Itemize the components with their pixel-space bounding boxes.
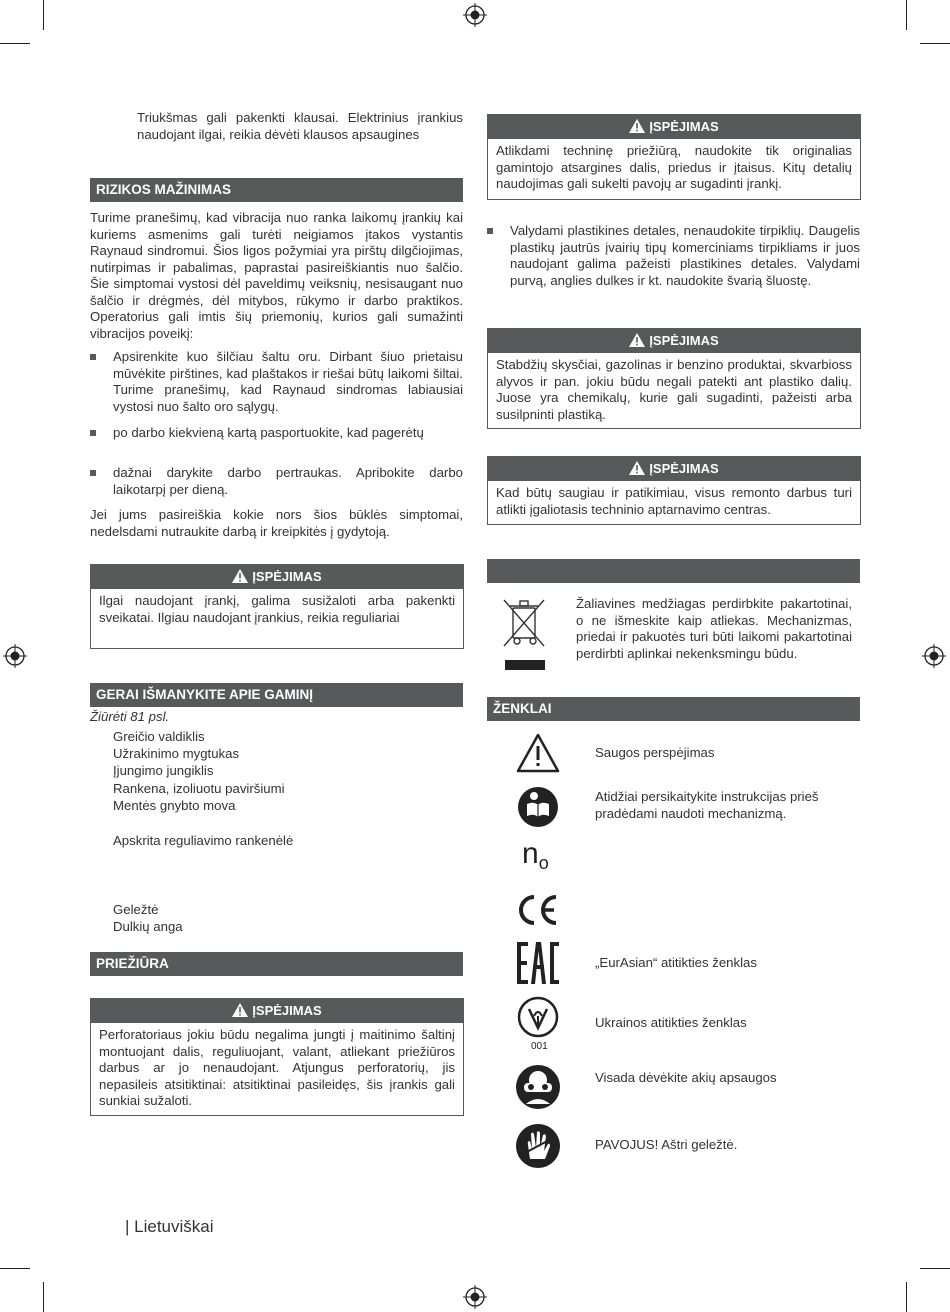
- warning-box: [90, 998, 464, 1116]
- crop-mark: [43, 1282, 44, 1312]
- bullet-text: po darbo kiekvieną kartą pasportuokite, kad pagerėtų: [113, 425, 424, 440]
- warning-label: ĮSPĖJIMAS: [649, 461, 719, 476]
- registration-mark-icon: [463, 3, 487, 27]
- warning-triangle-icon: [629, 461, 645, 475]
- warning-box: [487, 328, 861, 429]
- warning-header: [488, 457, 860, 481]
- warning-label: ĮSPĖJIMAS: [649, 119, 719, 134]
- symbol-label: „EurAsian“ atitikties ženklas: [595, 955, 757, 970]
- warning-header: [91, 999, 463, 1023]
- recycling-text: Žaliavines medžiagas perdirbkite pakartotinai, o ne išmeskite kaip atliekas. Mechanizmas, priedai ir pakuotės turi būti laikomi pakartotinai perdirbti aplinkai nekenksmingu būdu.: [576, 596, 852, 661]
- read-manual-icon: [517, 786, 559, 828]
- warning-label: ĮSPĖJIMAS: [252, 569, 322, 584]
- warning-box: [90, 564, 464, 649]
- warning-header: [488, 115, 860, 139]
- crossed-bin-icon: [500, 596, 550, 672]
- crop-mark: [0, 1268, 30, 1269]
- footer-language: | Lietuviškai: [125, 1217, 214, 1236]
- part-item: Geležtė: [113, 902, 159, 917]
- ukraine-code: 001: [531, 1041, 548, 1052]
- bullet-square: [487, 228, 493, 234]
- bullet-square: [90, 354, 96, 360]
- list-item: [90, 425, 463, 442]
- part-item: Greičio valdiklis: [113, 729, 205, 744]
- no-load-speed-icon: [522, 838, 549, 879]
- warning-header: [488, 329, 860, 353]
- warning-triangle-icon: [629, 333, 645, 347]
- part-item: Įjungimo jungiklis: [113, 763, 214, 778]
- warning-text: Stabdžių skysčiai, gazolinas ir benzino produktai, skvarbioss alyvos ir pan. jokiu būdu negali patekti ant plastiko dalių. Juose yra chemikalų, kurie gali sugadinti, pažeisti arba susilpninti plastiką.: [496, 357, 852, 422]
- warning-label: ĮSPĖJIMAS: [649, 333, 719, 348]
- maintenance-section-title: PRIEŽIŪRA: [90, 952, 463, 976]
- registration-mark-icon: [463, 1285, 487, 1309]
- bullet-square: [90, 470, 96, 476]
- symbol-label: PAVOJUS! Aštri geležtė.: [595, 1137, 738, 1152]
- warning-box: [487, 114, 861, 200]
- bullet-text: dažnai darykite darbo pertraukas. Apribokite darbo laikotarpį per dieną.: [113, 465, 463, 497]
- warning-text: Ilgai naudojant įrankį, galima susižaloti arba pakenkti sveikatai. Ilgiau naudojant įrankius, reikia reguliariai: [99, 593, 455, 625]
- eye-protection-icon: [515, 1064, 561, 1110]
- recycling-section-bar: [487, 559, 860, 583]
- symbols-section-title: ŽENKLAI: [487, 697, 860, 721]
- list-item: [90, 465, 463, 498]
- warning-text: Perforatoriaus jokiu būdu negalima jungti į maitinimo šaltinį montuojant dalis, reguliuojant, valant, atliekant priežiūros darbus ar jo nenaudojant. Atjungus perforatorių, jis nepasileis atsitiktinai: atsitiktinai pasileidęs, šis įrankis gali sunkiai sužaloti.: [99, 1027, 455, 1108]
- product-section-title: GERAI IŠMANYKITE APIE GAMINĮ: [90, 683, 463, 707]
- part-item: Užrakinimo mygtukas: [113, 746, 240, 761]
- crop-mark: [906, 0, 907, 30]
- bullet-square: [90, 430, 96, 436]
- list-item: [487, 223, 860, 289]
- safety-warning-icon: [516, 733, 560, 773]
- list-item: [90, 349, 463, 415]
- crop-mark: [920, 1268, 950, 1269]
- registration-mark-icon: [922, 644, 946, 668]
- sharp-blade-icon: [515, 1123, 561, 1169]
- part-item: Rankena, izoliuotu paviršiumi: [113, 781, 285, 796]
- ce-mark-icon: [516, 894, 560, 926]
- warning-triangle-icon: [232, 1003, 248, 1017]
- intro-text: Triukšmas gali pakenkti klausai. Elektrinius įrankius naudojant ilgai, reikia dėvėti klausos apsaugines: [137, 110, 463, 142]
- symbol-label: Visada dėvėkite akių apsaugos: [595, 1070, 777, 1085]
- eac-mark-icon: [516, 941, 560, 985]
- part-item: Dulkių anga: [113, 919, 183, 934]
- warning-box: [487, 456, 861, 525]
- warning-header: [91, 565, 463, 589]
- part-item: Mentės gnybto mova: [113, 798, 236, 813]
- risk-paragraph: Turime pranešimų, kad vibracija nuo ranka laikomų įrankių kai kuriems asmenims gali turėti neigiamos įtakos vystantis Raynaud sindromui. Šios ligos požymiai yra pirštų dilgčiojimas, nutirpimas ir pabalimas, paprastai pasireiškiantis nuo šalčio. Šie simptomai vystosi dėl paveldimų veiksnių, nesisaugant nuo šalčio ir drėgmės, dėl mitybos, rūkymo ir darbo praktikos. Operatorius gali imtis šių priemonių, kurios gali sumažinti vibracijos poveikį:: [90, 210, 463, 341]
- registration-mark-icon: [3, 644, 27, 668]
- warning-triangle-icon: [629, 119, 645, 133]
- symbol-label: Saugos perspėjimas: [595, 745, 715, 760]
- bullet-text: Apsirenkite kuo šilčiau šaltu oru. Dirbant šiuo prietaisu mūvėkite pirštines, kad plaštakos ir riešai būtų laikomi šiltai. Turime pranešimų, kad Raynaud sindromas labiausiai vystosi nuo šalto oro sąlygų.: [113, 349, 463, 414]
- warning-text: Atlikdami techninę priežiūrą, naudokite tik originalias gamintojo atsargines dalis, priedus ir įtaisus. Kitų detalių naudojimas gali sukelti pavojų ar sugadinti įrankį.: [496, 143, 852, 191]
- crop-mark: [43, 0, 44, 30]
- crop-mark: [906, 1282, 907, 1312]
- part-item: Apskrita reguliavimo rankenėlė: [113, 833, 294, 848]
- symbol-label: Ukrainos atitikties ženklas: [595, 1015, 747, 1030]
- see-page-ref: Žiūrėti 81 psl.: [90, 709, 170, 724]
- warning-text: Kad būtų saugiau ir patikimiau, visus remonto darbus turi atlikti įgaliotasis techninio aptarnavimo centras.: [496, 485, 852, 517]
- warning-label: ĮSPĖJIMAS: [252, 1003, 322, 1018]
- risk-closing: Jei jums pasireiškia kokie nors šios būklės simptomai, nedelsdami nutraukite darbą ir kreipkitės į gydytoją.: [90, 507, 463, 539]
- crop-mark: [920, 43, 950, 44]
- warning-triangle-icon: [232, 569, 248, 583]
- ukraine-mark-icon: [516, 996, 560, 1038]
- risk-section-title: RIZIKOS MAŽINIMAS: [90, 178, 463, 202]
- bullet-text: Valydami plastikines detales, nenaudokite tirpiklių. Daugelis plastikų jautrūs įvairių tipų komerciniams tirpikliams ir juos naudojant galima pažeisti plastikines detales. Valydami purvą, anglies dulkes ir kt. naudokite švarią šluostę.: [510, 223, 860, 288]
- crop-mark: [0, 43, 30, 44]
- no-load-n: n: [522, 837, 539, 870]
- symbol-label: Atidžiai persikaitykite instrukcijas prieš pradėdami naudoti mechanizmą.: [595, 789, 819, 821]
- no-load-subscript: o: [538, 853, 549, 873]
